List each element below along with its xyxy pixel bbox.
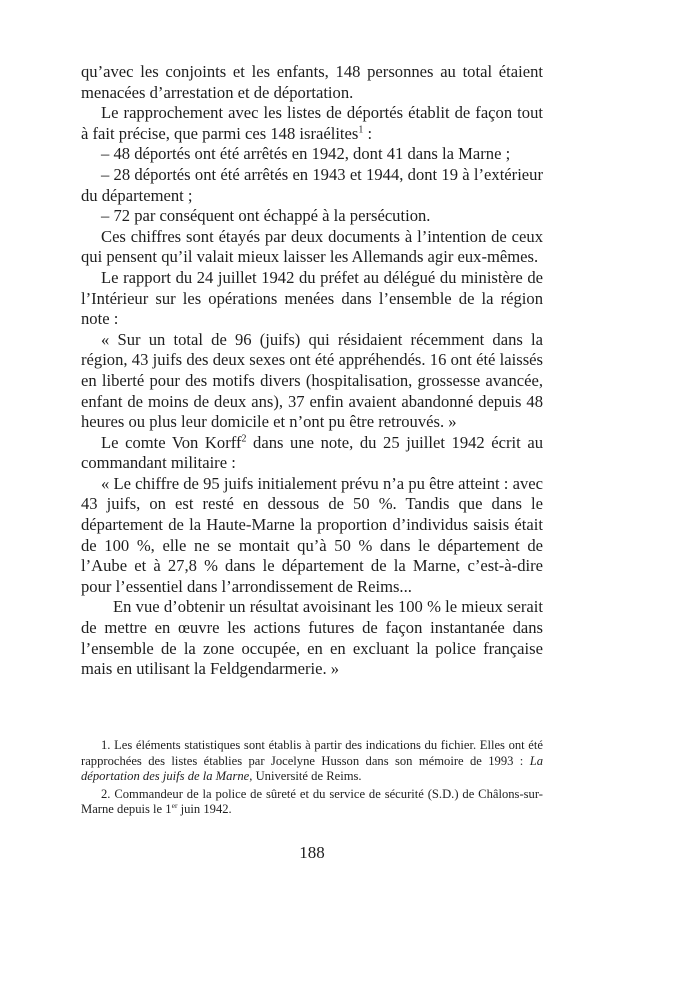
- footnote-2: [81, 787, 543, 818]
- quote-von-korff-continued: En vue d’obtenir un résultat avoisinant les 100 % le mieux serait de mettre en œuvre les actions futures de façon instantanée dans l’ensemble de la zone occupée, en en excluant la police française mais en utilisant la Feldgendarmerie. »: [81, 597, 543, 679]
- paragraph-text: Le rapprochement avec les listes de déportés établit de façon tout à fait précise, que parmi ces 148 israélites: [81, 103, 543, 143]
- footnote-2-end: juin 1942.: [177, 802, 232, 817]
- footnote-1-text: 1. Les éléments statistiques sont établis à partir des indications du fichier. Elles ont été rapprochées des listes établies par Jocelyne Husson dans son mémoire de 1993 :: [81, 738, 543, 768]
- footnotes: [81, 738, 543, 818]
- paragraph-text-end: dans une note, du 25 juillet 1942 écrit au commandant militaire :: [81, 432, 544, 473]
- footnote-2-superscript: er: [171, 801, 178, 811]
- main-text: [81, 62, 543, 680]
- paragraph-rapprochement: [81, 103, 543, 144]
- paragraph-continuation: qu’avec les conjoints et les enfants, 148 personnes au total étaient menacées d’arrestation et de déportation.: [81, 62, 543, 102]
- list-item-1943-1944: – 28 déportés ont été arrêtés en 1943 et 1944, dont 19 à l’extérieur du département ;: [81, 164, 543, 205]
- paragraph-rapport: Le rapport du 24 juillet 1942 du préfet au délégué du ministère de l’Intérieur sur les opérations menées dans l’ensemble de la région note :: [81, 267, 543, 329]
- footnote-1: [81, 738, 543, 785]
- quote-von-korff: « Le chiffre de 95 juifs initialement prévu n’a pu être atteint : avec 43 juifs, on est resté en dessous de 50 %. Tandis que dans le département de la Haute-Marne la proportion d’individus saisis était de 100 %, elle ne se montait qu’à 50 % dans le département de l’Aube et à 27,8 % dans le département de la Marne, c’est-à-dire pour l’essentiel dans l’arrondissement de Reims...: [81, 473, 543, 596]
- paragraph-text: Le comte Von Korff: [101, 432, 242, 452]
- footnote-1-end: , Université de Reims.: [249, 769, 362, 784]
- footnote-1-title: La déportation des juifs de la Marne: [81, 753, 543, 784]
- paragraph-text-end: :: [363, 123, 373, 143]
- footnote-2-text: 2. Commandeur de la police de sûreté et du service de sécurité (S.D.) de Châlons-sur-Marne depuis le 1: [81, 786, 543, 817]
- paragraph-documents: Ces chiffres sont étayés par deux documents à l’intention de ceux qui pensent qu’il valait mieux laisser les Allemands agir eux-mêmes.: [81, 226, 543, 267]
- footnote-ref-2[interactable]: 2: [241, 433, 247, 445]
- paragraph-von-korff: [81, 433, 543, 474]
- list-item-1942: – 48 déportés ont été arrêtés en 1942, dont 41 dans la Marne ;: [101, 144, 511, 164]
- list-item-escaped: – 72 par conséquent ont échappé à la persécution.: [101, 206, 431, 226]
- footnote-ref-1[interactable]: 1: [358, 124, 364, 136]
- quote-rapport: « Sur un total de 96 (juifs) qui résidaient récemment dans la région, 43 juifs des deux sexes ont été appréhendés. 16 ont été laissés en liberté pour des motifs divers (hospitalisation, grossesse avancée, enfant de moins de deux ans), 37 enfin avaient abandonné depuis 48 heures ou plus leur domicile et n’ont pu être retrouvés. »: [81, 329, 543, 432]
- page-number: 188: [299, 843, 325, 862]
